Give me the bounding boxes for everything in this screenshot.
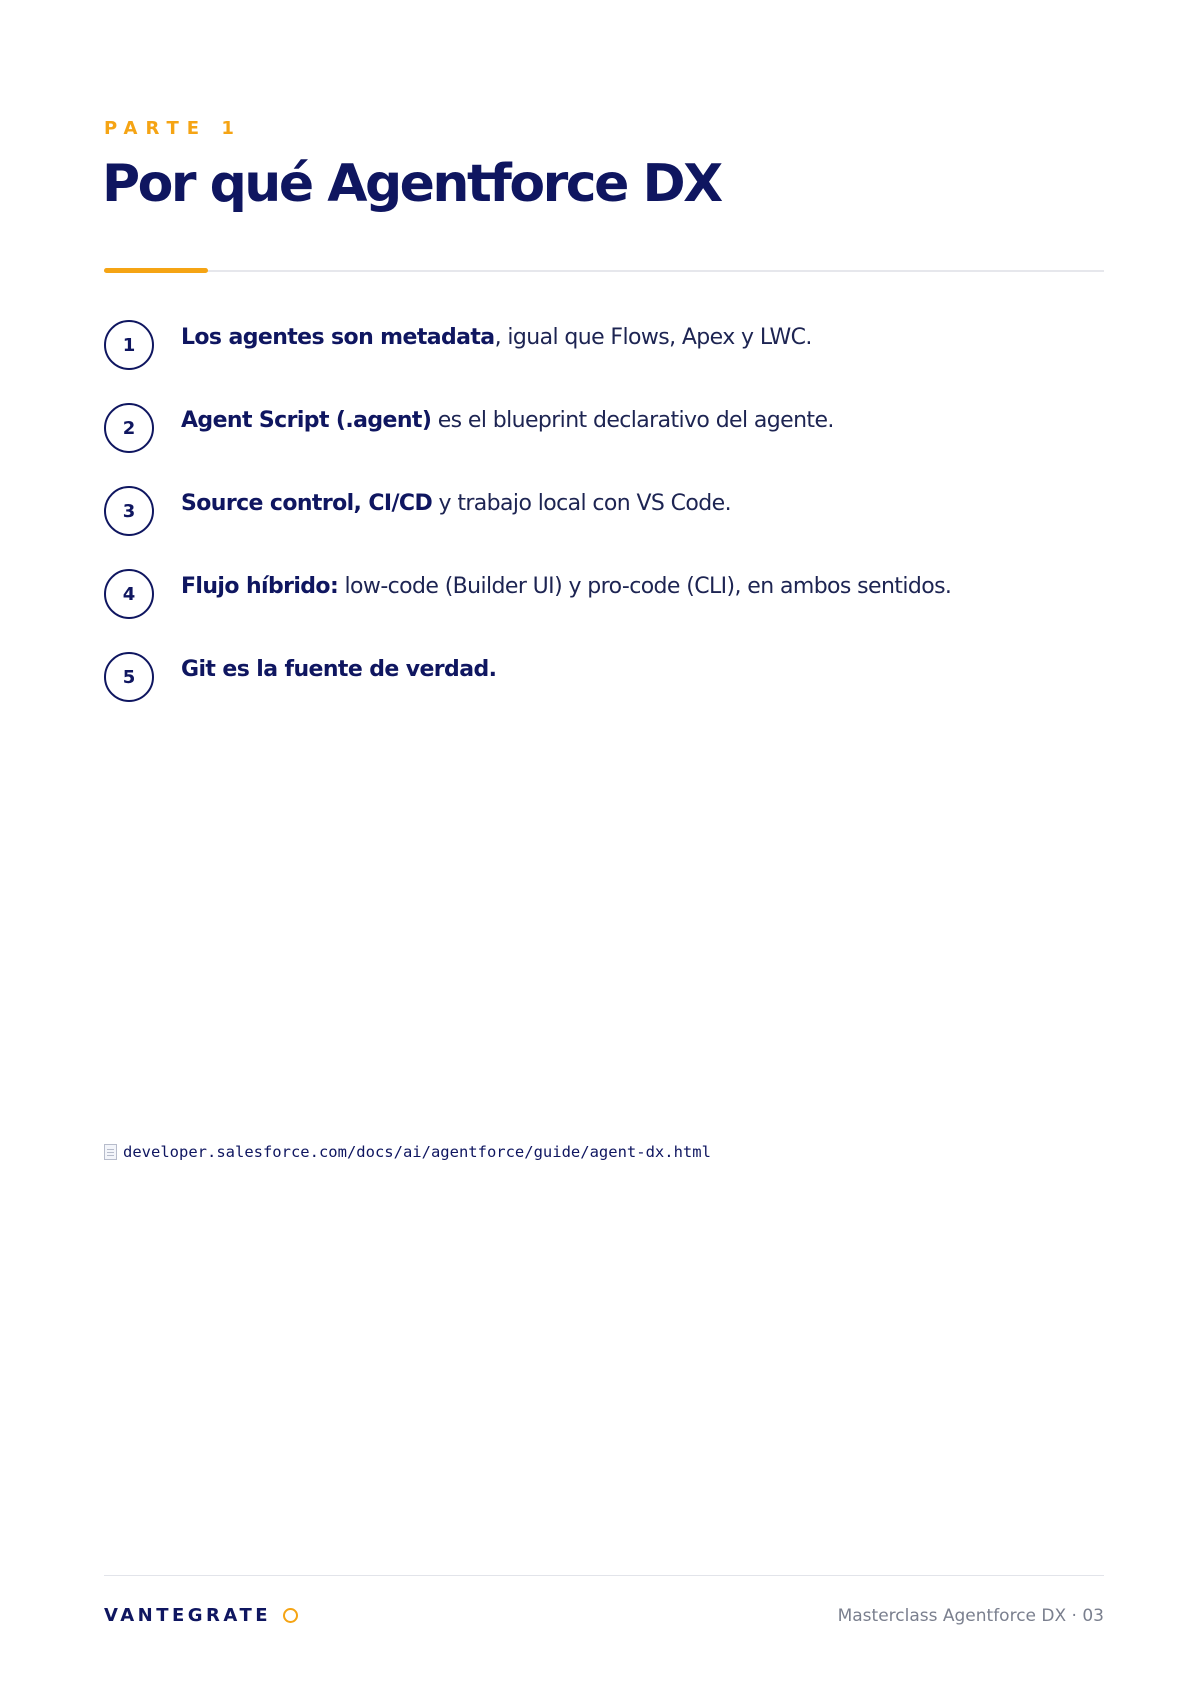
point-emphasis: Flujo híbrido: xyxy=(181,574,339,599)
point-text xyxy=(181,573,1101,602)
point-emphasis: Los agentes son metadata xyxy=(181,325,495,350)
key-points-list xyxy=(104,320,1104,735)
list-item xyxy=(104,569,1104,652)
page-title: Por qué Agentforce DX xyxy=(102,154,721,214)
list-item xyxy=(104,486,1104,569)
point-emphasis: Agent Script (.agent) xyxy=(181,408,432,433)
point-body: es el blueprint declarativo del agente. xyxy=(431,408,834,433)
list-item xyxy=(104,652,1104,735)
point-body: , igual que Flows, Apex y LWC. xyxy=(494,325,812,350)
footer-divider xyxy=(104,1575,1104,1576)
source-link[interactable]: developer.salesforce.com/docs/ai/agentforce/guide/agent-dx.html xyxy=(123,1143,711,1161)
point-text xyxy=(181,656,1101,685)
number-badge: 2 xyxy=(104,403,154,453)
brand-logo-text: VANTEGRATE xyxy=(104,1605,272,1626)
number-badge: 1 xyxy=(104,320,154,370)
document-icon xyxy=(104,1144,117,1160)
number-badge: 4 xyxy=(104,569,154,619)
point-emphasis: Git es la fuente de verdad. xyxy=(181,657,497,682)
brand-ring-icon xyxy=(283,1608,298,1623)
point-emphasis: Source control, CI/CD xyxy=(181,491,433,516)
point-text xyxy=(181,324,1101,353)
section-kicker: PARTE 1 xyxy=(104,118,242,139)
point-text xyxy=(181,407,1101,436)
page-number-label: Masterclass Agentforce DX · 03 xyxy=(837,1606,1104,1626)
point-body: y trabajo local con VS Code. xyxy=(432,491,731,516)
number-badge: 5 xyxy=(104,652,154,702)
source-reference xyxy=(104,1143,711,1161)
point-body: low-code (Builder UI) y pro-code (CLI), en ambos sentidos. xyxy=(338,574,952,599)
number-badge: 3 xyxy=(104,486,154,536)
title-divider-accent xyxy=(104,268,208,273)
title-divider xyxy=(104,270,1104,272)
list-item xyxy=(104,403,1104,486)
list-item xyxy=(104,320,1104,403)
footer-brand xyxy=(104,1605,298,1626)
point-text xyxy=(181,490,1101,519)
